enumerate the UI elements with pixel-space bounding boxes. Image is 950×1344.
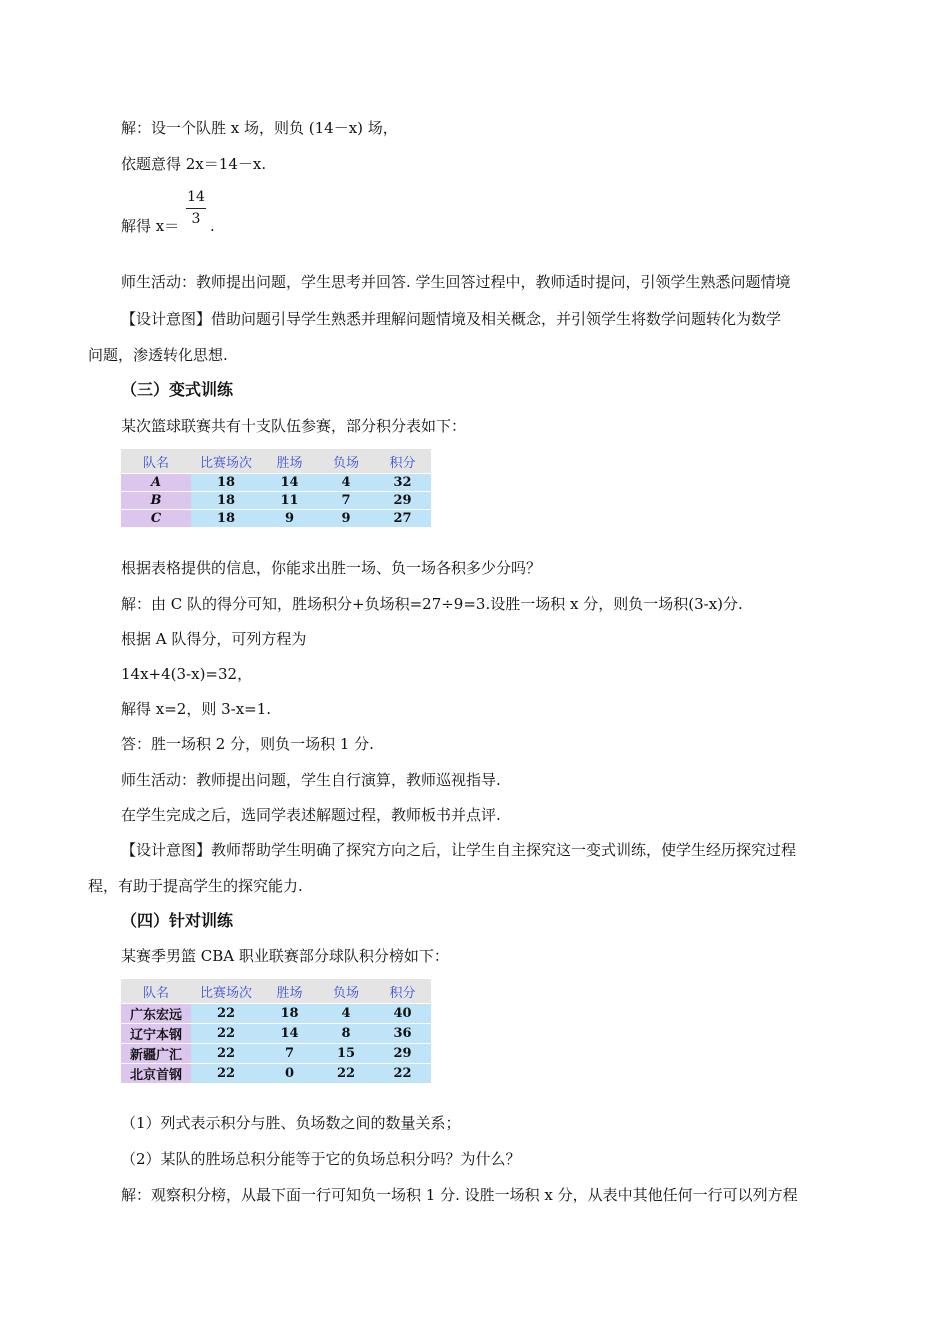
table-cell: 32 [374,474,431,492]
question-2: （2）某队的胜场总积分能等于它的负场总积分吗？为什么？ [121,1150,521,1168]
table-header: 队名 [121,979,191,1004]
table-cell: 22 [191,1044,261,1064]
table-header: 积分 [374,449,431,474]
table-row [121,1004,431,1024]
table-row [121,1024,431,1044]
team-cell: C [121,510,191,528]
table-cell: 36 [374,1024,431,1044]
table-header: 负场 [318,979,374,1004]
table-cell: 9 [318,510,374,528]
table-row [121,1064,431,1084]
table-cell: 0 [261,1064,318,1084]
section-four-heading: （四）针对训练 [121,911,234,930]
table-cell: 7 [261,1044,318,1064]
table-cell: 29 [374,492,431,510]
table-cell: 9 [261,510,318,528]
solution-line-2: 解：由 C 队的得分可知，胜场积分+负场积=27÷9=3.设胜一场积 x 分，则负一场积(3-x)分. [121,595,743,613]
table-header-row [121,979,431,1004]
table-cell: 18 [191,474,261,492]
fraction-bar [186,208,206,209]
table-header: 比赛场次 [191,979,261,1004]
table-cell: 4 [318,1004,374,1024]
table-cell: 8 [318,1024,374,1044]
design-intent-1-cont: 问题，渗透转化思想. [88,346,228,364]
table-cell: 14 [261,474,318,492]
table-row [121,1044,431,1064]
table-cell: 27 [374,510,431,528]
table-cell: 18 [191,492,261,510]
team-cell: 新疆广汇 [121,1044,191,1064]
design-intent-2-cont: 程，有助于提高学生的探究能力. [88,877,303,895]
equation-line: 依题意得 2x＝14－x. [121,155,267,173]
team-cell: 北京首钢 [121,1064,191,1084]
answer-line: 答：胜一场积 2 分，则负一场积 1 分. [121,735,374,753]
solve-line-prefix: 解得 x＝ [121,217,180,235]
question-line: 根据表格提供的信息，你能求出胜一场、负一场各积多少分吗？ [121,559,542,577]
equation-line-2: 14x+4(3-x)=32， [121,665,253,683]
design-intent-2: 【设计意图】教师帮助学生明确了探究方向之后，让学生自主探究这一变式训练，使学生经历探究过程 [121,841,797,859]
table2-intro: 某赛季男篮 CBA 职业联赛部分球队积分榜如下： [121,947,449,965]
table-header-row [121,449,431,474]
table-header: 积分 [374,979,431,1004]
table-cell: 7 [318,492,374,510]
table-cell: 22 [318,1064,374,1084]
table-cell: 40 [374,1004,431,1024]
section-three-heading: （三）变式训练 [121,380,234,399]
table-row [121,492,431,510]
table1-intro: 某次篮球联赛共有十支队伍参赛，部分积分表如下： [121,417,467,435]
table-cell: 18 [261,1004,318,1024]
table-header: 胜场 [261,979,318,1004]
solve-line-suffix: . [210,217,215,235]
solve-line-2: 解得 x=2，则 3-x=1. [121,700,272,718]
table-cell: 29 [374,1044,431,1064]
table-cell: 22 [191,1004,261,1024]
table-cell: 18 [191,510,261,528]
score-table-1 [121,449,431,527]
table-header: 负场 [318,449,374,474]
table-row [121,510,431,528]
table-cell: 22 [191,1024,261,1044]
teacher-activity-2: 师生活动：教师提出问题，学生自行演算，教师巡视指导. [121,771,501,789]
fraction-denominator: 3 [191,211,201,227]
table-header: 胜场 [261,449,318,474]
table-cell: 4 [318,474,374,492]
table-cell: 22 [374,1064,431,1084]
teacher-activity-2-cont: 在学生完成之后，选同学表述解题过程，教师板书并点评. [121,806,501,824]
solution-line-3: 解：观察积分榜，从最下面一行可知负一场积 1 分. 设胜一场积 x 分，从表中其他任何一行可以列方程 [121,1186,798,1204]
table-cell: 22 [191,1064,261,1084]
score-table-2 [121,979,431,1083]
table-cell: 11 [261,492,318,510]
table-header: 队名 [121,449,191,474]
table-row [121,474,431,492]
team-cell: 辽宁本钢 [121,1024,191,1044]
solution-line-1: 解：设一个队胜 x 场，则负 (14－x) 场， [121,119,398,137]
equation-setup-line: 根据 A 队得分，可列方程为 [121,630,307,648]
table-header: 比赛场次 [191,449,261,474]
design-intent-1: 【设计意图】借助问题引导学生熟悉并理解问题情境及相关概念，并引领学生将数学问题转化为数学 [121,310,782,328]
team-cell: 广东宏远 [121,1004,191,1024]
team-cell: A [121,474,191,492]
question-1: （1）列式表示积分与胜、负场数之间的数量关系； [121,1114,461,1132]
team-cell: B [121,492,191,510]
teacher-activity-1: 师生活动：教师提出问题，学生思考并回答. 学生回答过程中，教师适时提问，引领学生熟悉问题情境 [121,273,791,291]
fraction-14-over-3 [186,188,206,227]
table-cell: 14 [261,1024,318,1044]
fraction-numerator: 14 [187,189,205,205]
table-cell: 15 [318,1044,374,1064]
